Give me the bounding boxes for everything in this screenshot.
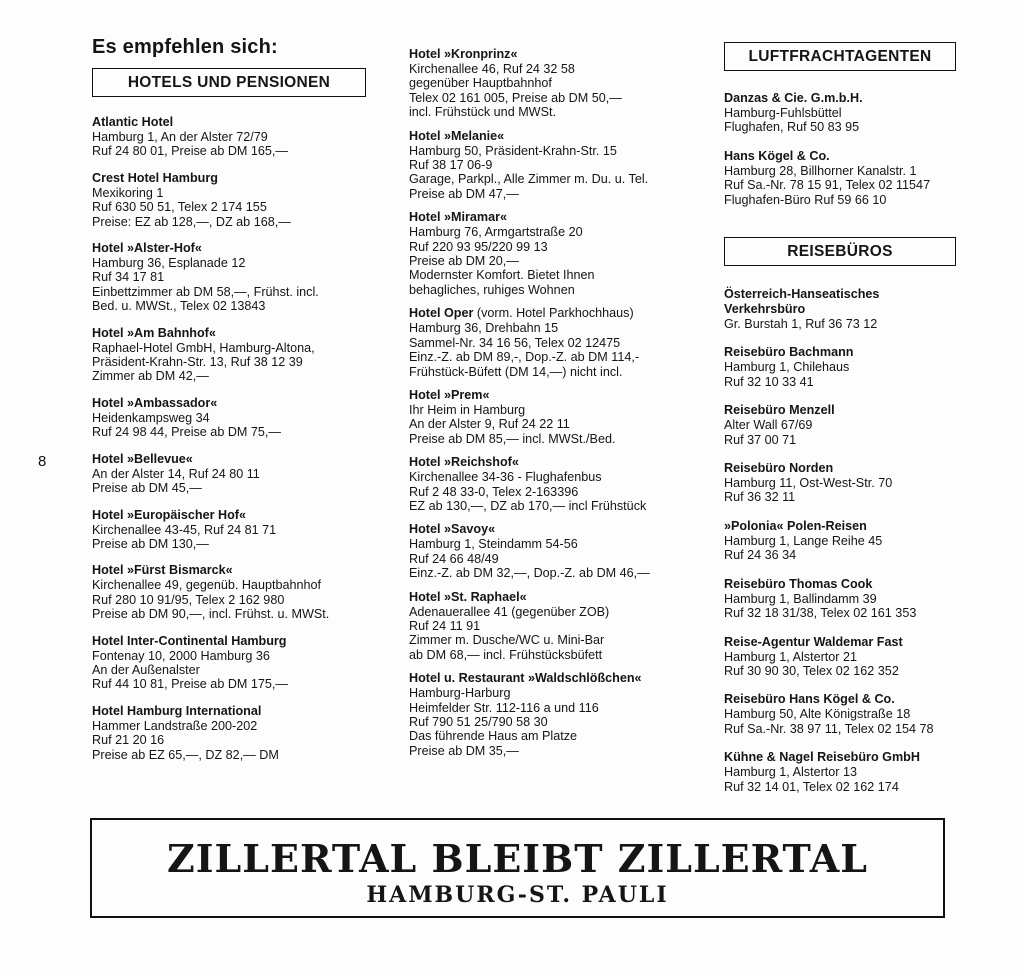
travel-agencies-section-title: REISEBÜROS bbox=[724, 237, 956, 266]
listing-detail-line: Gr. Burstah 1, Ruf 36 73 12 bbox=[724, 317, 878, 332]
listing-name bbox=[409, 388, 705, 403]
listing-entry bbox=[724, 345, 956, 389]
listing-name-text: Hotel »Prem« bbox=[409, 387, 490, 402]
ad-title: ZILLERTAL BLEIBT ZILLERTAL bbox=[167, 836, 868, 881]
listing-name-text: Reisebüro Thomas Cook bbox=[724, 576, 873, 591]
listing-detail-line: Ruf 24 66 48/49 bbox=[409, 551, 499, 566]
listing-detail-line: Preise ab EZ 65,—, DZ 82,— DM bbox=[92, 747, 279, 762]
listing-detail-line: Preise ab DM 35,— bbox=[409, 743, 519, 758]
listing-detail-line: Hamburg 36, Esplanade 12 bbox=[92, 256, 246, 271]
listing-name-text: Hotel Oper bbox=[409, 306, 474, 321]
listing-entry bbox=[724, 461, 956, 505]
listing-detail-line: Telex 02 161 005, Preise ab DM 50,— bbox=[409, 90, 622, 105]
listing-detail-line: Frühstück-Büfett (DM 14,—) nicht incl. bbox=[409, 364, 623, 379]
listing-detail-line: Mexikoring 1 bbox=[92, 185, 164, 200]
listing-name-text: Österreich-Hanseatisches Verkehrsbüro bbox=[724, 287, 880, 317]
listing-name bbox=[409, 129, 705, 144]
listing-detail-line: Präsident-Krahn-Str. 13, Ruf 38 12 39 bbox=[92, 355, 303, 370]
listing-name bbox=[92, 634, 374, 649]
listing-entry bbox=[724, 519, 956, 563]
listing-name-text: Hotel Inter-Continental Hamburg bbox=[92, 633, 287, 648]
listing-name-text: Reisebüro Hans Kögel & Co. bbox=[724, 692, 895, 707]
listing-name-text: Kühne & Nagel Reisebüro GmbH bbox=[724, 750, 920, 765]
air-freight-list bbox=[724, 91, 956, 207]
listing-detail-line: Hamburg 28, Billhorner Kanalstr. 1 bbox=[724, 163, 917, 178]
listing-entry bbox=[92, 704, 374, 762]
listing-entry bbox=[92, 508, 374, 552]
listing-name-text: Hotel »Kronprinz« bbox=[409, 47, 518, 61]
listing-detail-line: Alter Wall 67/69 bbox=[724, 418, 813, 433]
listing-detail-line: Hamburg 1, Alstertor 21 bbox=[724, 649, 857, 664]
listing-name bbox=[409, 522, 705, 537]
listing-detail-line: Ruf 24 80 01, Preise ab DM 165,— bbox=[92, 144, 289, 159]
listing-name-text: Hotel »Alster-Hof« bbox=[92, 241, 202, 256]
hotels-column-continued bbox=[409, 47, 705, 767]
listing-entry bbox=[92, 634, 374, 692]
hotels-list-left bbox=[92, 115, 374, 762]
listing-entry bbox=[409, 455, 705, 513]
listing-detail-line: Ruf 630 50 51, Telex 2 174 155 bbox=[92, 200, 267, 215]
ad-subtitle: HAMBURG-ST. PAULI bbox=[366, 882, 669, 908]
hotels-list-middle bbox=[409, 47, 705, 758]
listing-name-note: (vorm. Hotel Parkhochhaus) bbox=[473, 306, 634, 321]
listing-name bbox=[724, 750, 956, 765]
listing-name-text: Hotel »Reichshof« bbox=[409, 455, 519, 470]
listing-detail-line: Bed. u. MWSt., Telex 02 13843 bbox=[92, 299, 266, 314]
listing-detail-line: Ruf 36 32 11 bbox=[724, 490, 796, 505]
listing-name-text: Hotel »St. Raphael« bbox=[409, 589, 527, 604]
listing-entry bbox=[92, 452, 374, 496]
listing-detail-line: EZ ab 130,—, DZ ab 170,— incl Frühstück bbox=[409, 498, 647, 513]
listing-name bbox=[92, 241, 374, 256]
listing-detail-line: incl. Frühstück und MWSt. bbox=[409, 105, 556, 120]
listing-name-text: Reisebüro Bachmann bbox=[724, 345, 854, 360]
listing-name bbox=[724, 635, 956, 650]
listing-name bbox=[724, 287, 956, 317]
listing-detail-line: Kirchenallee 49, gegenüb. Hauptbahnhof bbox=[92, 578, 321, 593]
listing-detail-line: Raphael-Hotel GmbH, Hamburg-Altona, bbox=[92, 340, 315, 355]
listing-name bbox=[92, 704, 374, 719]
listing-detail-line: Flughafen-Büro Ruf 59 66 10 bbox=[724, 192, 887, 207]
listing-entry bbox=[409, 306, 705, 379]
listing-detail-line: Hamburg-Harburg bbox=[409, 686, 511, 701]
listing-detail-line: Hamburg 50, Alte Königstraße 18 bbox=[724, 707, 911, 722]
listing-entry bbox=[724, 692, 956, 736]
listing-entry bbox=[92, 241, 374, 314]
listing-name-text: Hotel »Fürst Bismarck« bbox=[92, 563, 233, 578]
listing-entry bbox=[409, 522, 705, 580]
listing-detail-line: Ruf 21 20 16 bbox=[92, 733, 165, 748]
listing-name-text: Danzas & Cie. G.m.b.H. bbox=[724, 91, 863, 105]
listing-detail-line: Ruf 280 10 91/95, Telex 2 162 980 bbox=[92, 592, 285, 607]
listing-detail-line: Sammel-Nr. 34 16 56, Telex 02 12475 bbox=[409, 335, 621, 350]
listing-detail-line: Ruf Sa.-Nr. 38 97 11, Telex 02 154 78 bbox=[724, 721, 934, 736]
listing-name-text: Reisebüro Norden bbox=[724, 461, 834, 476]
listing-detail-line: Heimfelder Str. 112-116 a und 116 bbox=[409, 700, 599, 715]
listing-detail-line: Modernster Komfort. Bietet Ihnen bbox=[409, 268, 595, 283]
listing-detail-line: Ruf 37 00 71 bbox=[724, 432, 797, 447]
listing-name bbox=[92, 396, 374, 411]
listing-name bbox=[92, 452, 374, 467]
listing-detail-line: Ruf 790 51 25/790 58 30 bbox=[409, 715, 548, 729]
listing-name bbox=[92, 171, 374, 186]
listing-detail-line: Hamburg 50, Präsident-Krahn-Str. 15 bbox=[409, 143, 617, 158]
listing-detail-line: Ruf 38 17 06-9 bbox=[409, 158, 493, 173]
listing-name-text: Hotel »Savoy« bbox=[409, 522, 496, 537]
listing-name bbox=[409, 306, 705, 321]
listing-detail-line: Einbettzimmer ab DM 58,—, Frühst. incl. bbox=[92, 284, 319, 299]
listing-name bbox=[724, 519, 956, 534]
advertisement-banner bbox=[90, 818, 945, 918]
listing-detail-line: Ruf Sa.-Nr. 78 15 91, Telex 02 11547 bbox=[724, 178, 931, 193]
listing-detail-line: An der Alster 9, Ruf 24 22 11 bbox=[409, 417, 570, 432]
listing-name-text: Hans Kögel & Co. bbox=[724, 148, 830, 163]
listing-name bbox=[409, 455, 705, 470]
listing-name bbox=[724, 403, 956, 418]
listing-entry bbox=[724, 287, 956, 331]
listing-detail-line: Kirchenallee 34-36 - Flughafenbus bbox=[409, 470, 602, 485]
listing-name-text: Reise-Agentur Waldemar Fast bbox=[724, 634, 903, 649]
listing-detail-line: Ruf 32 14 01, Telex 02 162 174 bbox=[724, 779, 899, 794]
listing-detail-line: An der Alster 14, Ruf 24 80 11 bbox=[92, 466, 260, 481]
listing-detail-line: Das führende Haus am Platze bbox=[409, 729, 578, 744]
listing-name-text: Crest Hotel Hamburg bbox=[92, 170, 218, 185]
listing-entry bbox=[409, 210, 705, 297]
listing-entry bbox=[409, 388, 705, 446]
page-number: 8 bbox=[38, 453, 47, 470]
listing-name-text: Hotel »Ambassador« bbox=[92, 395, 218, 410]
listing-entry bbox=[409, 129, 705, 202]
page-heading: Es empfehlen sich: bbox=[92, 36, 278, 58]
listing-entry bbox=[724, 403, 956, 447]
listing-detail-line: Ruf 24 11 91 bbox=[409, 618, 481, 633]
listing-detail-line: Hamburg 1, Alstertor 13 bbox=[724, 765, 857, 780]
listing-name bbox=[92, 563, 374, 578]
listing-name bbox=[724, 149, 956, 164]
listing-entry bbox=[724, 91, 956, 135]
listing-detail-line: Preise: EZ ab 128,—, DZ ab 168,— bbox=[92, 214, 291, 229]
listing-detail-line: ab DM 68,— incl. Frühstücksbüfett bbox=[409, 647, 603, 662]
listing-detail-line: Zimmer ab DM 42,— bbox=[92, 369, 209, 384]
listing-detail-line: Hamburg 1, Lange Reihe 45 bbox=[724, 533, 883, 548]
listing-detail-line: Ruf 24 36 34 bbox=[724, 548, 797, 563]
listing-name-text: Reisebüro Menzell bbox=[724, 403, 835, 418]
listing-name-text: Hotel Hamburg International bbox=[92, 703, 262, 718]
hotels-section-title: HOTELS UND PENSIONEN bbox=[92, 68, 366, 97]
listing-entry bbox=[724, 577, 956, 621]
listing-detail-line: Preise ab DM 45,— bbox=[92, 481, 202, 496]
listing-entry bbox=[92, 171, 374, 229]
listing-name bbox=[724, 345, 956, 360]
listing-entry bbox=[92, 396, 374, 440]
listing-name bbox=[409, 47, 705, 62]
listing-detail-line: Ruf 34 17 81 bbox=[92, 270, 165, 285]
listing-detail-line: Hamburg 76, Armgartstraße 20 bbox=[409, 225, 583, 240]
listing-name-text: Hotel »Melanie« bbox=[409, 128, 505, 143]
listing-detail-line: Fontenay 10, 2000 Hamburg 36 bbox=[92, 648, 270, 663]
listing-name bbox=[92, 326, 374, 341]
listing-detail-line: Hamburg 1, Ballindamm 39 bbox=[724, 591, 877, 606]
listing-name bbox=[409, 671, 705, 686]
listing-detail-line: Ruf 44 10 81, Preise ab DM 175,— bbox=[92, 677, 289, 692]
listing-detail-line: Flughafen, Ruf 50 83 95 bbox=[724, 120, 860, 135]
listing-detail-line: Ruf 2 48 33-0, Telex 2-163396 bbox=[409, 484, 579, 499]
listing-detail-line: behagliches, ruhiges Wohnen bbox=[409, 282, 575, 297]
listing-name bbox=[409, 210, 705, 225]
listing-detail-line: Ruf 30 90 30, Telex 02 162 352 bbox=[724, 663, 899, 678]
listing-detail-line: Ruf 32 10 33 41 bbox=[724, 374, 814, 389]
listing-name-text: Atlantic Hotel bbox=[92, 115, 174, 129]
listing-detail-line: Preise ab DM 90,—, incl. Frühst. u. MWSt. bbox=[92, 607, 330, 622]
listing-detail-line: Hamburg 1, An der Alster 72/79 bbox=[92, 130, 268, 144]
listing-detail-line: Einz.-Z. ab DM 89,-, Dop.-Z. ab DM 114,- bbox=[409, 350, 640, 365]
listing-detail-line: Preise ab DM 85,— incl. MWSt./Bed. bbox=[409, 431, 616, 446]
listing-detail-line: Einz.-Z. ab DM 32,—, Dop.-Z. ab DM 46,— bbox=[409, 566, 650, 581]
listing-name bbox=[409, 590, 705, 605]
listing-detail-line: Hamburg-Fuhlsbüttel bbox=[724, 106, 842, 120]
listing-detail-line: Preise ab DM 20,— bbox=[409, 254, 519, 269]
listing-detail-line: Hammer Landstraße 200-202 bbox=[92, 718, 258, 733]
listing-name-text: Hotel »Am Bahnhof« bbox=[92, 325, 216, 340]
listing-entry bbox=[92, 563, 374, 621]
listing-name-text: Hotel u. Restaurant »Waldschlößchen« bbox=[409, 671, 642, 686]
listing-detail-line: Hamburg 1, Steindamm 54-56 bbox=[409, 537, 578, 552]
listing-detail-line: Hamburg 1, Chilehaus bbox=[724, 360, 850, 375]
listing-detail-line: Hamburg 11, Ost-West-Str. 70 bbox=[724, 476, 893, 491]
listing-detail-line: Preise ab DM 130,— bbox=[92, 536, 209, 551]
listing-detail-line: Kirchenallee 43-45, Ruf 24 81 71 bbox=[92, 522, 277, 537]
travel-agencies-list bbox=[724, 287, 956, 794]
listing-detail-line: Kirchenallee 46, Ruf 24 32 58 bbox=[409, 62, 575, 76]
listing-name bbox=[724, 91, 956, 106]
agencies-column bbox=[724, 42, 956, 808]
listing-detail-line: Zimmer m. Dusche/WC u. Mini-Bar bbox=[409, 633, 605, 648]
listing-name bbox=[92, 115, 374, 130]
listing-entry bbox=[92, 326, 374, 384]
listing-detail-line: Garage, Parkpl., Alle Zimmer m. Du. u. Tel. bbox=[409, 172, 649, 187]
hotels-column bbox=[92, 36, 374, 774]
listing-detail-line: Ruf 32 18 31/38, Telex 02 161 353 bbox=[724, 606, 917, 621]
listing-name-text: Hotel »Europäischer Hof« bbox=[92, 507, 246, 522]
listing-name-text: »Polonia« Polen-Reisen bbox=[724, 518, 867, 533]
air-freight-section-title: LUFTFRACHTAGENTEN bbox=[724, 42, 956, 71]
listing-name bbox=[724, 461, 956, 476]
listing-detail-line: Heidenkampsweg 34 bbox=[92, 410, 210, 425]
listing-detail-line: Ihr Heim in Hamburg bbox=[409, 402, 526, 417]
listing-name bbox=[724, 692, 956, 707]
listing-detail-line: An der Außenalster bbox=[92, 662, 200, 677]
listing-name bbox=[724, 577, 956, 592]
listing-detail-line: Ruf 220 93 95/220 99 13 bbox=[409, 239, 548, 254]
listing-detail-line: Adenauerallee 41 (gegenüber ZOB) bbox=[409, 604, 610, 619]
listing-detail-line: Hamburg 36, Drehbahn 15 bbox=[409, 321, 559, 336]
listing-entry bbox=[409, 47, 705, 120]
listing-name-text: Hotel »Miramar« bbox=[409, 210, 507, 225]
listing-entry bbox=[724, 149, 956, 207]
listing-entry bbox=[409, 671, 705, 758]
listing-name-text: Hotel »Bellevue« bbox=[92, 451, 193, 466]
listing-entry bbox=[724, 750, 956, 794]
listing-detail-line: Preise ab DM 47,— bbox=[409, 186, 519, 201]
listing-entry bbox=[92, 115, 374, 159]
listing-detail-line: Ruf 24 98 44, Preise ab DM 75,— bbox=[92, 425, 282, 440]
listing-name bbox=[92, 508, 374, 523]
listing-entry bbox=[409, 590, 705, 663]
listing-entry bbox=[724, 635, 956, 679]
listing-detail-line: gegenüber Hauptbahnhof bbox=[409, 76, 552, 91]
